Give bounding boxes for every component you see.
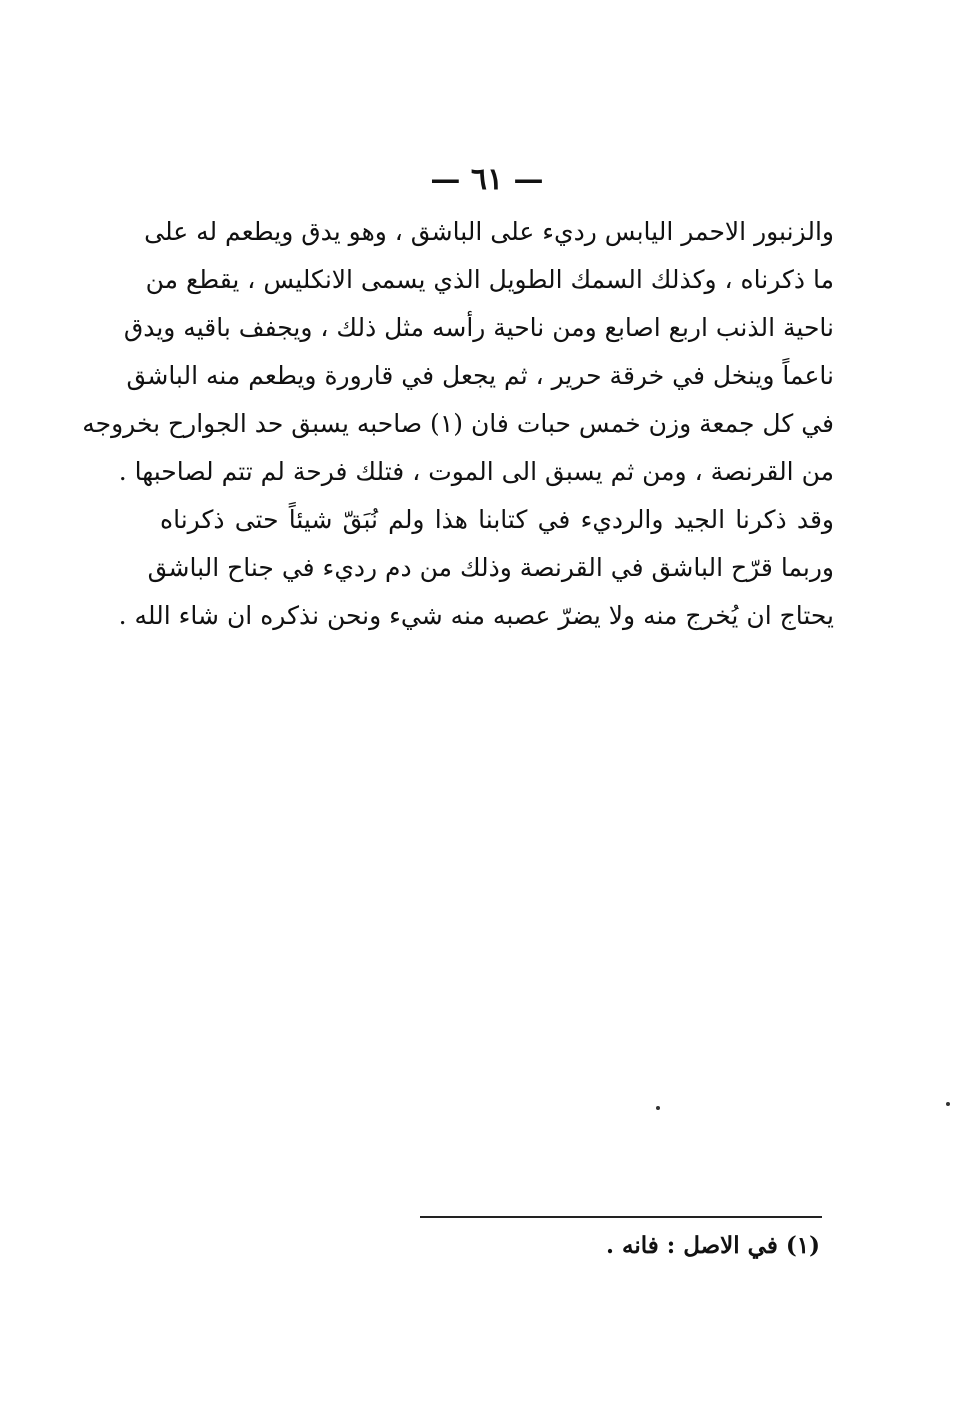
- text-line: وربما قرّح الباشق في القرنصة وذلك من دم رديء في جناح الباشق: [147, 553, 834, 582]
- text-line: ما ذكرناه ، وكذلك السمك الطويل الذي يسمى الانكليس ، يقطع من: [145, 265, 834, 294]
- text-line: من القرنصة ، ومن ثم يسبق الى الموت ، فتلك فرحة لم تتم لصاحبها .: [118, 457, 834, 486]
- footnote: (١) في الاصل : فانه .: [605, 1232, 820, 1259]
- text-line: والزنبور الاحمر اليابس رديء على الباشق ، وهو يدق ويطعم له على: [144, 217, 834, 246]
- body-text: [82, 208, 834, 640]
- text-line: ناحية الذنب اربع اصابع ومن ناحية رأسه مثل ذلك ، ويجفف باقيه ويدق: [123, 313, 834, 342]
- scan-speck: [946, 1102, 950, 1106]
- text-line: يحتاج ان يُخرج منه ولا يضرّ عصبه منه شيء ونحن نذكره ان شاء الله .: [118, 601, 834, 630]
- scan-speck: [656, 1106, 660, 1110]
- footnote-divider: [420, 1216, 822, 1218]
- text-line: في كل جمعة وزن خمس حبات فان (١) صاحبه يسبق حد الجوارح بخروجه: [82, 409, 834, 438]
- text-line: ناعماً وينخل في خرقة حرير ، ثم يجعل في قارورة ويطعم منه الباشق: [126, 361, 834, 390]
- page-number: — ٦١ —: [430, 162, 544, 197]
- text-line: وقد ذكرنا الجيد والرديء في كتابنا هذا ولم نُبَقّ شيئاً حتى ذكرناه: [160, 505, 834, 534]
